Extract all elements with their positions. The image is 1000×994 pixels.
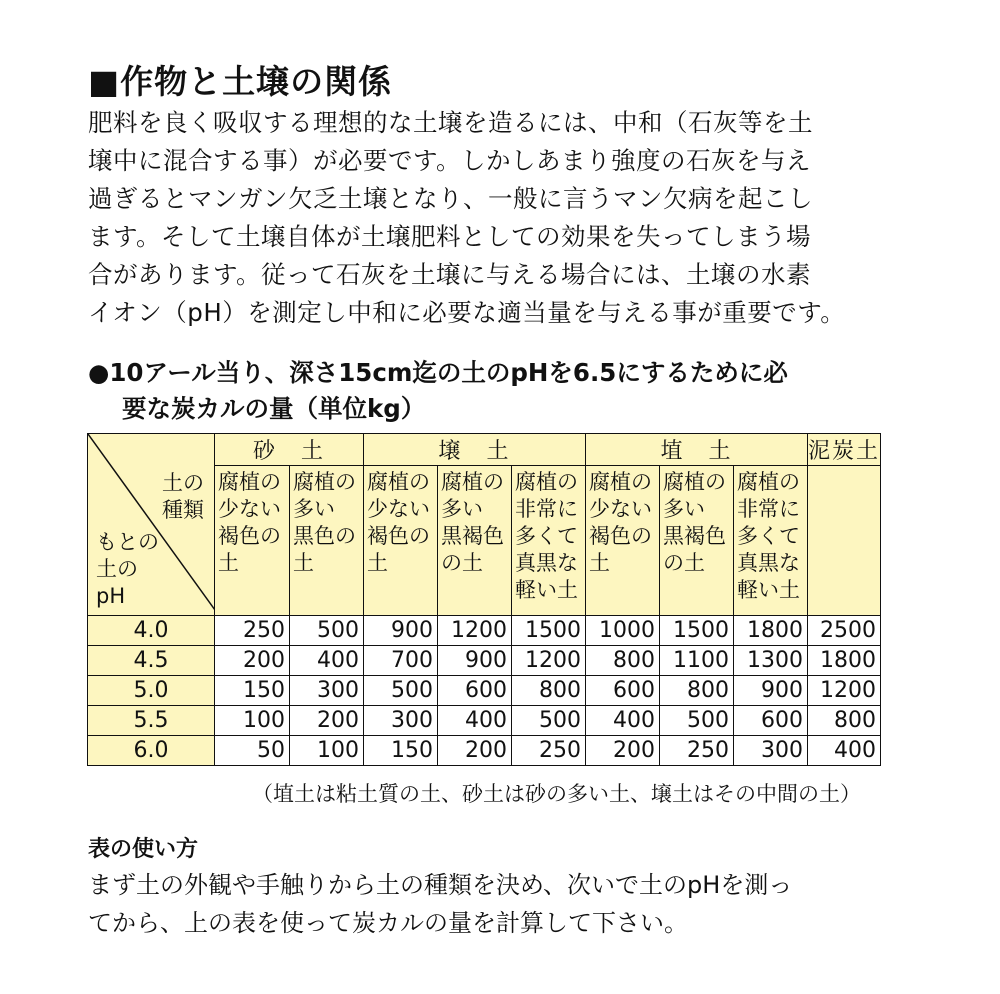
value-cell: 1800 [808,646,881,676]
column-header-line: 腐植の [293,470,356,494]
column-header [512,466,586,616]
column-header-line: 少ない [367,497,430,521]
column-header-line: 非常に [737,497,800,521]
value-cell: 200 [438,736,512,766]
intro-line: ます。そして土壌自体が土壌肥料としての効果を失ってしまう場 [88,222,812,251]
intro-line: 肥料を良く吸収する理想的な土壌を造るには、中和（石灰等を土 [88,108,813,137]
column-header [364,466,438,616]
intro-paragraph [88,104,918,332]
group-header-clay: 埴 土 [586,434,808,466]
column-header-line: 褐色の [367,524,430,548]
column-header-line: 黒褐色 [663,524,726,548]
column-header-line: 腐植の [441,470,504,494]
intro-line: 合があります。従って石灰を土壌に与える場合には、土壌の水素 [88,260,812,289]
page-title: ■作物と土壌の関係 [88,62,393,101]
column-header-line: 多くて [737,524,800,548]
column-header-line: 非常に [515,497,578,521]
column-header-line: 腐植の [737,470,800,494]
column-header-line: 腐植の [589,470,652,494]
column-header-line: 土 [367,551,388,575]
value-cell: 700 [364,646,438,676]
value-cell: 900 [438,646,512,676]
value-cell: 200 [586,736,660,766]
column-header-peat [808,466,881,616]
value-cell: 800 [512,676,586,706]
group-header-peat: 泥炭土 [808,434,881,466]
value-cell: 500 [364,676,438,706]
column-header-line: 土 [293,551,314,575]
column-header-line: 黒褐色 [441,524,504,548]
column-header-line: 褐色の [589,524,652,548]
value-cell: 1000 [586,616,660,646]
ph-cell: 6.0 [88,736,215,766]
value-cell: 2500 [808,616,881,646]
column-header-line: 真黒な [515,551,578,575]
column-header-line: 腐植の [367,470,430,494]
table-row [88,736,881,766]
value-cell: 400 [586,706,660,736]
column-header-line: 真黒な [737,551,800,575]
ph-cell: 4.5 [88,646,215,676]
value-cell: 900 [734,676,808,706]
column-header [215,466,290,616]
how-to-heading: 表の使い方 [88,837,199,862]
value-cell: 200 [290,706,364,736]
table-footnote: （埴土は粘土質の土、砂土は砂の多い土、壌土はその中間の土） [252,782,861,806]
value-cell: 900 [364,616,438,646]
value-cell: 600 [734,706,808,736]
ph-cell: 5.5 [88,706,215,736]
group-header-loam: 壌 土 [364,434,586,466]
column-header-line: の土 [663,551,705,575]
value-cell: 200 [215,646,290,676]
how-to-text [88,866,792,942]
value-cell: 100 [290,736,364,766]
group-header-sand: 砂 土 [215,434,364,466]
value-cell: 300 [290,676,364,706]
value-cell: 300 [364,706,438,736]
column-header-line: 多くて [515,524,578,548]
column-header-line: 軽い土 [515,578,578,602]
value-cell: 400 [808,736,881,766]
table-corner-header [88,434,215,616]
value-cell: 250 [512,736,586,766]
value-cell: 600 [438,676,512,706]
intro-line: 過ぎるとマンガン欠乏土壌となり、一般に言うマン欠病を起こし [88,184,813,213]
value-cell: 800 [660,676,734,706]
value-cell: 600 [586,676,660,706]
table-row [88,646,881,676]
lime-amount-table [87,433,881,766]
column-header [586,466,660,616]
table-row [88,676,881,706]
value-cell: 50 [215,736,290,766]
column-header-line: 土 [218,551,239,575]
value-cell: 150 [215,676,290,706]
intro-line: イオン（pH）を測定し中和に必要な適当量を与える事が重要です。 [88,298,846,327]
value-cell: 250 [660,736,734,766]
value-cell: 800 [808,706,881,736]
column-header [734,466,808,616]
value-cell: 1500 [512,616,586,646]
table-row [88,706,881,736]
column-header-line: 土 [589,551,610,575]
caption-line: 要な炭カルの量（単位kg） [122,394,426,423]
column-header-line: 多い [293,497,335,521]
column-header-line: 多い [441,497,483,521]
value-cell: 250 [215,616,290,646]
table-caption [88,355,788,427]
column-header [660,466,734,616]
value-cell: 500 [512,706,586,736]
value-cell: 100 [215,706,290,736]
column-header-line: 軽い土 [737,578,800,602]
table-row [88,616,881,646]
value-cell: 500 [290,616,364,646]
value-cell: 1500 [660,616,734,646]
corner-ph-label: もとの 土の pH [96,530,159,608]
value-cell: 300 [734,736,808,766]
value-cell: 1200 [512,646,586,676]
column-header-line: 腐植の [515,470,578,494]
value-cell: 1300 [734,646,808,676]
value-cell: 500 [660,706,734,736]
value-cell: 1200 [438,616,512,646]
column-header-line: 腐植の [663,470,726,494]
value-cell: 150 [364,736,438,766]
caption-line: ●10アール当り、深さ15cm迄の土のpHを6.5にするために必 [88,358,788,387]
value-cell: 400 [290,646,364,676]
column-header-line: 褐色の [218,524,281,548]
ph-cell: 5.0 [88,676,215,706]
value-cell: 400 [438,706,512,736]
column-header-line: 黒色の [293,524,356,548]
column-header-line: 少ない [218,497,281,521]
column-header-line: 少ない [589,497,652,521]
value-cell: 1800 [734,616,808,646]
value-cell: 1100 [660,646,734,676]
value-cell: 800 [586,646,660,676]
column-header-line: 腐植の [218,470,281,494]
how-to-line: まず土の外観や手触りから土の種類を決め、次いで土のpHを測っ [88,871,793,899]
column-header-line: の土 [441,551,483,575]
how-to-line: てから、上の表を使って炭カルの量を計算して下さい。 [88,909,688,937]
column-header [438,466,512,616]
column-header-line: 多い [663,497,705,521]
value-cell: 1200 [808,676,881,706]
intro-line: 壌中に混合する事）が必要です。しかしあまり強度の石灰を与え [88,146,812,175]
column-header [290,466,364,616]
ph-cell: 4.0 [88,616,215,646]
corner-soil-type-label: 土の 種類 [162,471,204,522]
